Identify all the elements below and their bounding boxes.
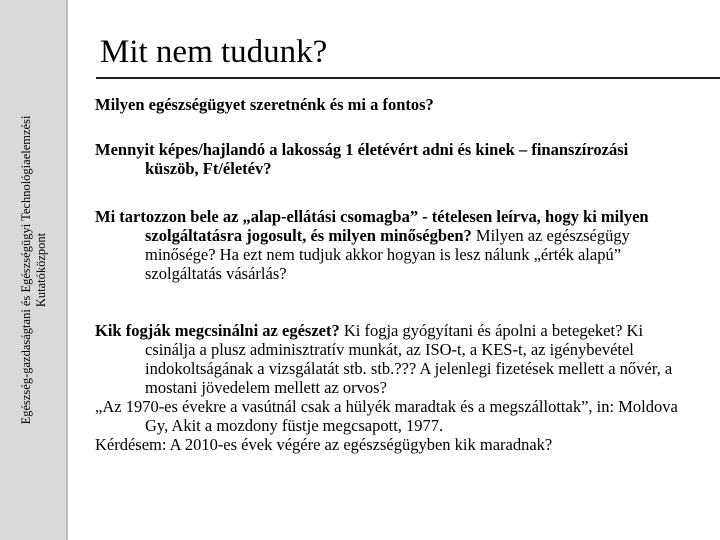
paragraph-1 — [95, 95, 685, 114]
paragraph-4-bold-text: Kik fogják megcsinálni az egészet? — [95, 321, 340, 340]
sidebar-vertical-caption — [19, 116, 49, 425]
paragraph-6 — [95, 435, 685, 454]
title-underline — [96, 77, 720, 79]
sidebar-caption-line-1: Egészség-gazdaságtani és Egészségügyi Technológiaelemzési — [19, 115, 33, 425]
paragraph-4-text: Ki fogja gyógyítani és ápolni a betegeket? Ki csinálja a plusz adminisztratív munkát, az ISO-t, a KES-t, az igénybevétel indokoltságának a vizsgálatát stb. stb.??? A jelenlegi fizetések mellett a nővér, a mostani jövedelem mellett az orvos? — [145, 321, 673, 397]
paragraph-1-text: Milyen egészségügyet szeretnénk és mi a fontos? — [95, 95, 434, 114]
paragraph-3-bold-text: Mi tartozzon bele az „alap-ellátási csomagba” - tételesen leírva, hogy ki milyen szolgáltatásra jogosult, és milyen minőségben? — [95, 207, 649, 245]
paragraph-3-text: Milyen az egészségügy minősége? Ha ezt nem tudjuk akkor hogyan is lesz nálunk „érték alapú” szolgáltatás vásárlás? — [145, 226, 630, 283]
slide-title: Mit nem tudunk? — [100, 34, 328, 70]
sidebar-divider — [66, 0, 68, 540]
paragraph-5-quote — [95, 397, 685, 435]
paragraph-6-text: Kérdésem: A 2010-es évek végére az egészségügyben kik maradnak? — [95, 435, 553, 454]
paragraph-3 — [95, 207, 685, 283]
sidebar-band — [0, 0, 68, 540]
paragraph-4 — [95, 321, 685, 397]
sidebar-caption-line-2: Kutatóközpont — [34, 232, 48, 308]
paragraph-5-text: „Az 1970-es évekre a vasútnál csak a hülyék maradtak és a megszállottak”, in: Moldova Gy, Akit a mozdony füstje megcsapott, 1977. — [95, 397, 678, 435]
paragraph-2 — [95, 140, 685, 178]
paragraph-2-text: Mennyit képes/hajlandó a lakosság 1 életévért adni és kinek – finanszírozási küszöb, Ft/életév? — [95, 140, 629, 178]
slide-body — [95, 95, 685, 454]
